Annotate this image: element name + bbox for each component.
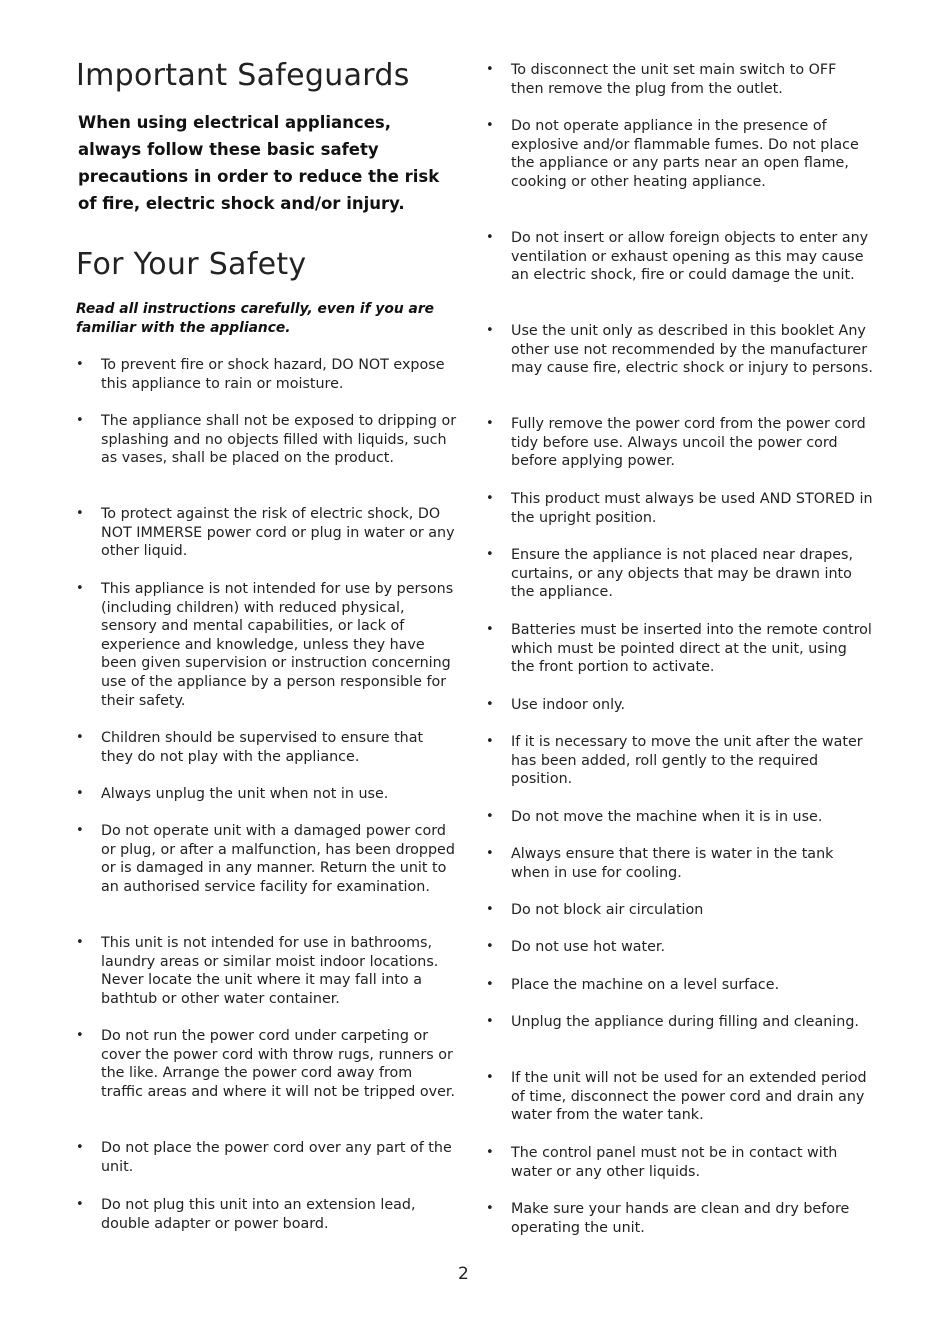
list-item-text: This product must always be used AND STORED in the upright position. — [511, 491, 873, 526]
list-item-text: Ensure the appliance is not placed near drapes, curtains, or any objects that may be drawn into the appliance. — [511, 547, 854, 601]
list-item — [76, 1196, 457, 1233]
bullet-icon: • — [486, 846, 494, 861]
list-item-text: Do not insert or allow foreign objects to enter any ventilation or exhaust opening as this may cause an electric shock, fire or could damage the unit. — [511, 230, 869, 284]
bullet-icon: • — [486, 1014, 494, 1029]
bullet-icon: • — [486, 230, 494, 245]
bullet-icon: • — [486, 939, 494, 954]
list-item-text: Do not block air circulation — [511, 902, 704, 918]
bullet-icon: • — [486, 1145, 494, 1160]
list-item-text: To protect against the risk of electric shock, DO NOT IMMERSE power cord or plug in water or any other liquid. — [101, 506, 455, 560]
list-item-text: Use indoor only. — [511, 697, 626, 713]
list-item — [486, 976, 873, 995]
intro-warning: When using electrical appliances, always follow these basic safety precautions in order to reduce the risk of fire, electric shock and/or injury. — [78, 113, 440, 213]
list-item — [76, 785, 457, 804]
list-item — [76, 1139, 457, 1176]
list-item-text: Do not operate unit with a damaged power cord or plug, or after a malfunction, has been dropped or is damaged in any manner. Return the unit to an authorised service facility for examination. — [101, 823, 455, 895]
list-item — [486, 1144, 873, 1181]
list-item-text: To disconnect the unit set main switch to OFF then remove the plug from the outlet. — [511, 62, 837, 97]
list-item — [76, 412, 457, 468]
list-item — [486, 61, 873, 98]
list-item-text: Do not run the power cord under carpeting or cover the power cord with throw rugs, runners or the like. Arrange the power cord away from traffic areas and where it will not be tripped over. — [101, 1028, 456, 1100]
page-title: Important Safeguards — [76, 58, 410, 93]
list-item — [76, 580, 457, 710]
bullet-icon: • — [486, 416, 494, 431]
list-item — [486, 322, 873, 378]
list-item-text: Children should be supervised to ensure that they do not play with the appliance. — [101, 730, 424, 765]
bullet-icon: • — [486, 1201, 494, 1216]
bullet-icon: • — [76, 823, 84, 838]
list-item-text: Do not place the power cord over any part of the unit. — [101, 1140, 452, 1175]
bullet-icon: • — [486, 622, 494, 637]
list-item — [76, 729, 457, 766]
list-item — [486, 696, 873, 715]
list-item — [76, 505, 457, 561]
list-item-text: Always ensure that there is water in the tank when in use for cooling. — [511, 846, 834, 881]
bullet-icon: • — [486, 1070, 494, 1085]
list-item — [486, 1200, 873, 1237]
list-item — [76, 822, 457, 896]
list-item — [486, 621, 873, 677]
list-item — [486, 117, 873, 191]
bullet-icon: • — [76, 357, 84, 372]
list-item — [486, 901, 873, 920]
list-item-text: The control panel must not be in contact with water or any other liquids. — [511, 1145, 838, 1180]
list-item-text: To prevent fire or shock hazard, DO NOT expose this appliance to rain or moisture. — [101, 357, 445, 392]
list-item-text: Use the unit only as described in this booklet Any other use not recommended by the manufacturer may cause fire, electric shock or injury to persons. — [511, 323, 873, 377]
bullet-icon: • — [486, 902, 494, 917]
bullet-icon: • — [486, 62, 494, 77]
bullet-icon: • — [486, 491, 494, 506]
list-item — [76, 356, 457, 393]
bullet-icon: • — [486, 118, 494, 133]
list-item-text: Fully remove the power cord from the power cord tidy before use. Always uncoil the power cord before applying power. — [511, 416, 866, 470]
bullet-icon: • — [76, 730, 84, 745]
list-item — [76, 1027, 457, 1101]
list-item — [486, 229, 873, 285]
list-item — [486, 808, 873, 827]
bullet-icon: • — [486, 977, 494, 992]
bullet-icon: • — [76, 935, 84, 950]
bullet-icon: • — [486, 547, 494, 562]
list-item — [76, 934, 457, 1008]
list-item-text: Make sure your hands are clean and dry before operating the unit. — [511, 1201, 850, 1236]
list-item-text: The appliance shall not be exposed to dripping or splashing and no objects filled with liquids, such as vases, shall be placed on the product. — [101, 413, 457, 467]
list-item-text: This unit is not intended for use in bathrooms, laundry areas or similar moist indoor locations. Never locate the unit where it may fall into a bathtub or other water container. — [101, 935, 439, 1007]
section-title-safety: For Your Safety — [76, 247, 307, 282]
bullet-icon: • — [76, 1028, 84, 1043]
bullet-icon: • — [486, 323, 494, 338]
bullet-icon: • — [76, 581, 84, 596]
bullet-icon: • — [76, 1140, 84, 1155]
list-item-text: Do not move the machine when it is in use. — [511, 809, 823, 825]
list-item-text: This appliance is not intended for use by persons (including children) with reduced physical, sensory and mental capabilities, or lack of experience and knowledge, unless they have been given supervision or instruction concerning use of the appliance by a person responsible for their safety. — [101, 581, 454, 709]
page-number: 2 — [458, 1264, 469, 1284]
list-item-text: Place the machine on a level surface. — [511, 977, 780, 993]
list-item-text: Batteries must be inserted into the remote control which must be pointed direct at the unit, using the front portion to activate. — [511, 622, 872, 676]
bullet-icon: • — [486, 809, 494, 824]
bullet-icon: • — [486, 734, 494, 749]
list-item-text: If the unit will not be used for an extended period of time, disconnect the power cord and drain any water from the water tank. — [511, 1070, 867, 1124]
list-item — [486, 1013, 873, 1032]
list-item — [486, 733, 873, 789]
read-instructions-note: Read all instructions carefully, even if you are familiar with the appliance. — [76, 301, 434, 336]
list-item — [486, 1069, 873, 1125]
list-item-text: Unplug the appliance during filling and cleaning. — [511, 1014, 859, 1030]
list-item — [486, 415, 873, 471]
list-item — [486, 938, 873, 957]
list-item-text: Always unplug the unit when not in use. — [101, 786, 389, 802]
bullet-icon: • — [76, 1197, 84, 1212]
list-item-text: Do not use hot water. — [511, 939, 666, 955]
bullet-icon: • — [76, 506, 84, 521]
list-item-text: Do not plug this unit into an extension lead, double adapter or power board. — [101, 1197, 416, 1232]
bullet-icon: • — [76, 413, 84, 428]
list-item — [486, 845, 873, 882]
list-item — [486, 490, 873, 527]
list-item-text: If it is necessary to move the unit after the water has been added, roll gently to the required position. — [511, 734, 863, 788]
bullet-icon: • — [486, 697, 494, 712]
list-item — [486, 546, 873, 602]
bullet-icon: • — [76, 786, 84, 801]
list-item-text: Do not operate appliance in the presence of explosive and/or flammable fumes. Do not place the appliance or any parts near an open flame, cooking or other heating appliance. — [511, 118, 859, 190]
